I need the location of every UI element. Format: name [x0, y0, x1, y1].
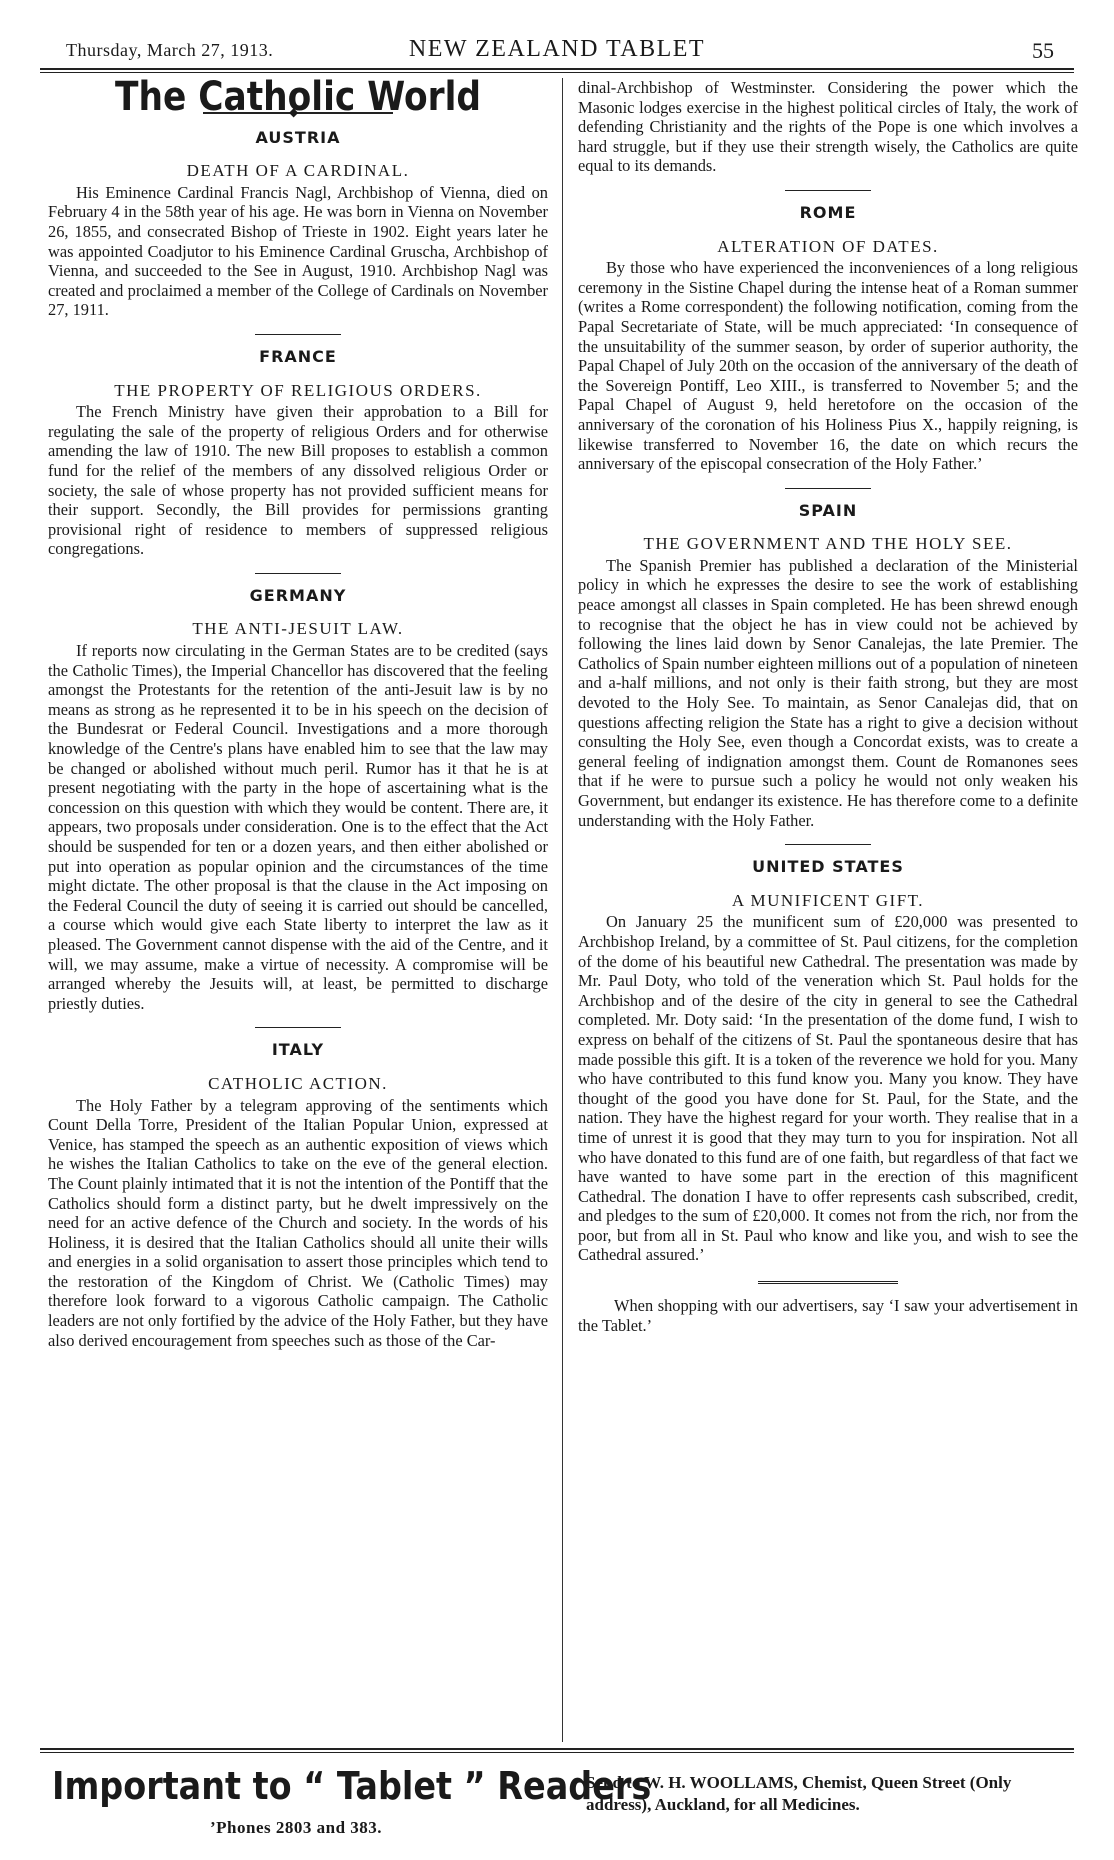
- article-body-france: The French Ministry have given their approbation to a Bill for regulating the sale of the property of religious Orders and for otherwise amending the law of 1910. The new Bill proposes to establish a common fund for the relief of the members of any dissolved religious Order or society, the sale of whose property has not provided sufficient means for their support. Secondly, the Bill provides for permissions granting provisional right of residence to members of suppressed religious congregations.: [48, 402, 548, 559]
- headline-spain: THE GOVERNMENT AND THE HOLY SEE.: [643, 534, 1013, 554]
- advertisement-chemist: Send to W. H. WOOLLAMS, Chemist, Queen Street (Only address), Auckland, for all Medicines.: [586, 1773, 1012, 1814]
- article-body-spain: The Spanish Premier has published a declaration of the Ministerial policy in which he expresses the desire to see the work of establishing peace amongst all classes in Spain completed. He has been shrewd enough to recognise that the object he has in view could not be achieved by following the lines laid down by Senor Canalejas, the late Premier. The Catholics of Spain number eighteen millions out of a population of nineteen and a-half millions, and not only is their faith strong, but they are most devoted to the Holy See. To maintain, as Senor Canalejas did, that on questions affecting religion the State has a right to give a decision without consulting the Holy See, even though a Concordat exists, was to create a general feeling of indignation amongst them. Count de Romanones sees that if he were to pursue such a policy he would not only weaken his Government, but endanger its existence. He has therefore come to a definite understanding with the Holy Father.: [578, 555, 1078, 830]
- headline-france: THE PROPERTY OF RELIGIOUS ORDERS.: [114, 380, 482, 400]
- headline-germany: THE ANTI-JESUIT LAW.: [192, 619, 404, 639]
- article-body-austria: His Eminence Cardinal Francis Nagl, Archbishop of Vienna, died on February 4 in the 58th year of his age. He was born in Vienna on November 26, 1855, and consecrated Bishop of Trieste in 1902. Eight years later he was appointed Coadjutor to his Eminence Cardinal Gruscha, Archbishop of Vienna, and succeeded to the See in August, 1910. Archbishop Nagl was created and proclaimed a member of the College of Cardinals on November 27, 1911.: [48, 182, 548, 320]
- header-rule: [40, 68, 1074, 70]
- article-body-italy: The Holy Father by a telegram approving of the sentiments which Count Della Torre, President of the Italian Popular Union, expressed at Venice, has stamped the speech as an authentic exposition of views which he wishes the Italian Catholics to take on the eve of the general election. The Count plainly intimated that it is not the intention of the Pontiff that the Catholics should form a distinct party, but he dwelt impressively on the need for an active defence of the Church and society. In the words of his Holiness, it is desired that the Italian Catholics should all unite their wills and energies in a solid organisation to assert those principles which tend to the restoration of the Kingdom of Christ. We (Catholic Times) may therefore look forward to a vigorous Catholic campaign. The Catholic leaders are not only fortified by the advice of the Holy Father, but they have also derived encouragement from speeches such as those of the Car-: [48, 1095, 548, 1350]
- separator-rule: [255, 334, 341, 335]
- article-body-germany: If reports now circulating in the German States are to be credited (says the Catholic Times), the Imperial Chancellor has discovered that the feeling amongst the Protestants for the retention of the anti-Jesuit law is by no means as strong as he represented it to be in his speech on the decision of the Bundesrat or Federal Council. Investigations and a more thorough knowledge of the Centre's plans have enabled him to see that the law may be changed or abolished without much peril. Rumor has it that he is at present negotiating with the party in the hope of ascertaining what is the concession on this question with which they would be content. There are, it appears, two proposals under consideration. One is to the effect that the Act should be suspended for ten or a dozen years, and then either abolished or put into operation as popular opinion and the circumstances of the time might dictate. The other proposal is that the clause in the Act imposing on the Federal Council the duty of seeing it is carried out should be cancelled, a course which would give each State liberty to interpret the law as it pleased. The Government cannot dispense with the aid of the Centre, and it will, we may assume, make a virtue of necessity. A compromise will be arranged whereby the Jesuits will, at least, be permitted to discharge priestly duties.: [48, 641, 548, 1013]
- section-heading-france: FRANCE: [259, 346, 337, 366]
- advertiser-notice: When shopping with our advertisers, say ‘I saw your advertisement in the Tablet.’: [578, 1296, 1078, 1335]
- left-column: [48, 78, 548, 1738]
- column-divider: [562, 78, 563, 1742]
- advertisement-headline: Important to “ Tablet ” Readers: [52, 1764, 652, 1808]
- headline-italy: CATHOLIC ACTION.: [208, 1073, 388, 1093]
- page-header: [40, 34, 1074, 68]
- section-heading-italy: ITALY: [271, 1040, 325, 1060]
- headline-austria: DEATH OF A CARDINAL.: [186, 161, 410, 181]
- advertisement-phones: ’Phones 2803 and 383.: [210, 1818, 383, 1837]
- article-body-rome: By those who have experienced the inconveniences of a long religious ceremony in the Sistine Chapel during the intense heat of a Roman summer (writes a Rome correspondent) the following notification, coming from the Papal Secretariate of State, will be much appreciated: ‘In consequence of the unsuitability of the summer season, by order of superior authority, the Papal Chapel of July 20th on the occasion of the anniversary of the death of the Sovereign Pontiff, Leo XIII., is transferred to November 5; and the Papal Chapel of August 9, held heretofore on the occasion of the anniversary of the coronation of his Holiness Pius X., happily reigning, is likewise transferred to November 16, the date on which recurs the anniversary of the episcopal consecration of the Holy Father.’: [578, 258, 1078, 474]
- page-number: 55: [1032, 38, 1054, 63]
- ornament-divider: [203, 112, 393, 116]
- headline-rome: ALTERATION OF DATES.: [717, 236, 939, 256]
- separator-rule: [785, 488, 871, 489]
- separator-rule: [785, 844, 871, 845]
- newspaper-title: NEW ZEALAND TABLET: [408, 36, 706, 62]
- section-heading-united-states: UNITED STATES: [752, 857, 904, 877]
- section-heading-spain: SPAIN: [798, 500, 858, 520]
- separator-rule: [255, 1027, 341, 1028]
- section-heading-germany: GERMANY: [249, 585, 347, 605]
- section-heading-austria: AUSTRIA: [255, 127, 341, 147]
- separator-rule: [785, 190, 871, 191]
- section-masthead: The Catholic World: [115, 78, 481, 120]
- headline-united-states: A MUNIFICENT GIFT.: [731, 890, 925, 910]
- right-column: [578, 78, 1078, 1738]
- header-rule-thin: [40, 72, 1074, 73]
- article-body-united-states: On January 25 the munificent sum of £20,000 was presented to Archbishop Ireland, by a committee of St. Paul citizens, for the completion of the dome of his beautiful new Cathedral. The presentation was made by Mr. Paul Doty, who told of the veneration which St. Paul holds for the Archbishop and of the desire of the city in general to see the Cathedral completed. Mr. Doty said: ‘In the presentation of the dome fund, I wish to express on behalf of the citizens of St. Paul the spontaneous desire that has made possible this gift. It is a token of the reverence we hold for you. Many who have contributed to this fund know you. Many you know. They have thought of the good you have done for St. Paul, for the State, and the nation. They have the highest regard for your worth. They realise that in a time of unrest it is good that they may turn to you for inspiration. Not all who have donated to this fund are of one faith, but regardless of that fact we have wanted to have some part in the erection of this magnificent Cathedral. The donation I have to offer represents cash subscribed, credit, and pledges to the sum of £20,000. It comes not from the rich, nor from the poor, but from all in St. Paul who know and like you, and wish to see the Cathedral assured.’: [578, 912, 1078, 1265]
- footer-rule-thin: [40, 1752, 1074, 1753]
- article-continuation-italy: dinal-Archbishop of Westminster. Considering the power which the Masonic lodges exercise in the highest political circles of Italy, the work of defending Christianity and the rights of the Pope is one which involves a hard struggle, but if they use their strength wisely, the Catholics are quite equal to its demands.: [578, 78, 1078, 176]
- issue-date: Thursday, March 27, 1913.: [66, 40, 274, 60]
- section-heading-rome: ROME: [799, 202, 857, 222]
- footer-rule: [40, 1748, 1074, 1750]
- separator-double-rule: [758, 1281, 898, 1284]
- separator-rule: [255, 573, 341, 574]
